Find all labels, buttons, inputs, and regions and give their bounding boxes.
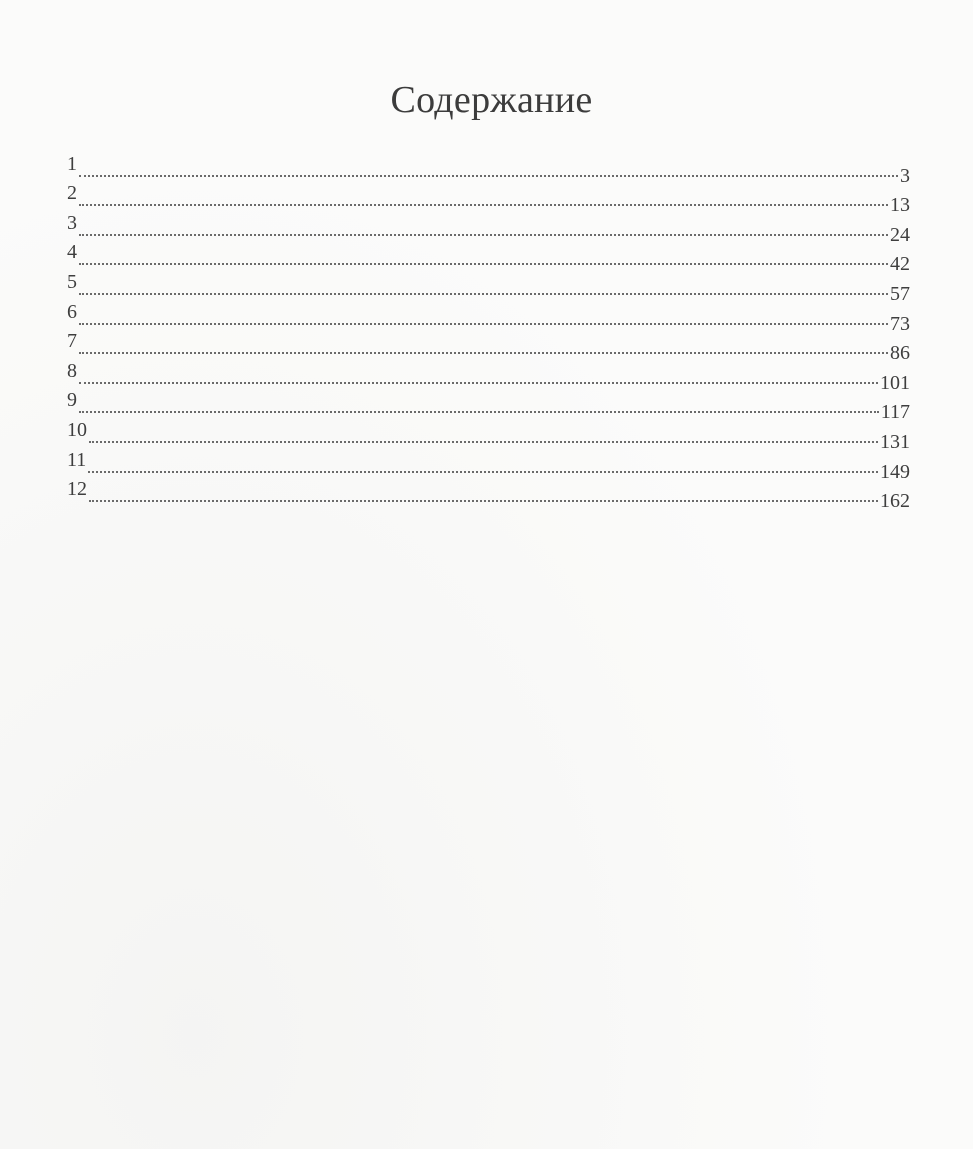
toc-dot-leader — [79, 233, 888, 236]
toc-entry-number: 10 — [67, 418, 87, 441]
toc-entry-number: 2 — [67, 182, 77, 205]
toc-entry-number: 9 — [67, 389, 77, 412]
toc-dot-leader — [79, 410, 879, 413]
toc-dot-leader — [89, 499, 878, 502]
toc-entry-number: 5 — [67, 270, 77, 293]
toc-entry — [67, 241, 910, 276]
toc-entry-number: 6 — [67, 300, 77, 323]
toc-entry-number: 8 — [67, 359, 77, 382]
toc-dot-leader — [88, 470, 878, 473]
toc-entry-page: 149 — [880, 460, 910, 483]
toc-dot-leader — [79, 262, 888, 265]
toc-entry-page: 73 — [890, 312, 910, 335]
toc-entry-number: 12 — [67, 478, 87, 501]
toc-entry-page: 57 — [890, 282, 910, 305]
toc-dot-leader — [79, 381, 878, 384]
toc-entry — [67, 330, 910, 365]
toc-entry — [67, 152, 910, 187]
toc-entry-page: 117 — [880, 401, 910, 424]
toc-dot-leader — [79, 203, 888, 206]
toc-entry-page: 162 — [880, 490, 910, 513]
toc-entry — [67, 182, 910, 217]
toc-entry — [67, 270, 910, 305]
toc-dot-leader — [89, 440, 878, 443]
toc-entry-number: 4 — [67, 241, 77, 264]
toc-entry-page: 13 — [890, 194, 910, 217]
toc-entry — [67, 300, 910, 335]
toc-entry — [67, 478, 910, 513]
toc-entry — [67, 448, 910, 483]
toc-entry — [67, 359, 910, 394]
toc-entry-page: 86 — [890, 342, 910, 365]
toc-entry-page: 24 — [890, 223, 910, 246]
toc-entry-page: 42 — [890, 253, 910, 276]
toc-entry-number: 11 — [67, 448, 87, 471]
toc-entry-number: 3 — [67, 211, 77, 234]
toc-dot-leader — [79, 174, 898, 177]
toc-dot-leader — [79, 322, 888, 325]
toc-entry — [67, 389, 910, 424]
toc-entry — [67, 211, 910, 246]
table-of-contents — [67, 152, 910, 513]
toc-dot-leader — [79, 351, 888, 354]
toc-dot-leader — [79, 292, 888, 295]
toc-entry-page: 131 — [880, 430, 910, 453]
toc-entry-page: 101 — [880, 371, 910, 394]
toc-entry-page: 3 — [900, 164, 910, 187]
toc-entry-number: 7 — [67, 330, 77, 353]
page-title: Содержание — [390, 79, 593, 121]
toc-entry-number: 1 — [67, 152, 77, 175]
toc-entry — [67, 418, 910, 453]
